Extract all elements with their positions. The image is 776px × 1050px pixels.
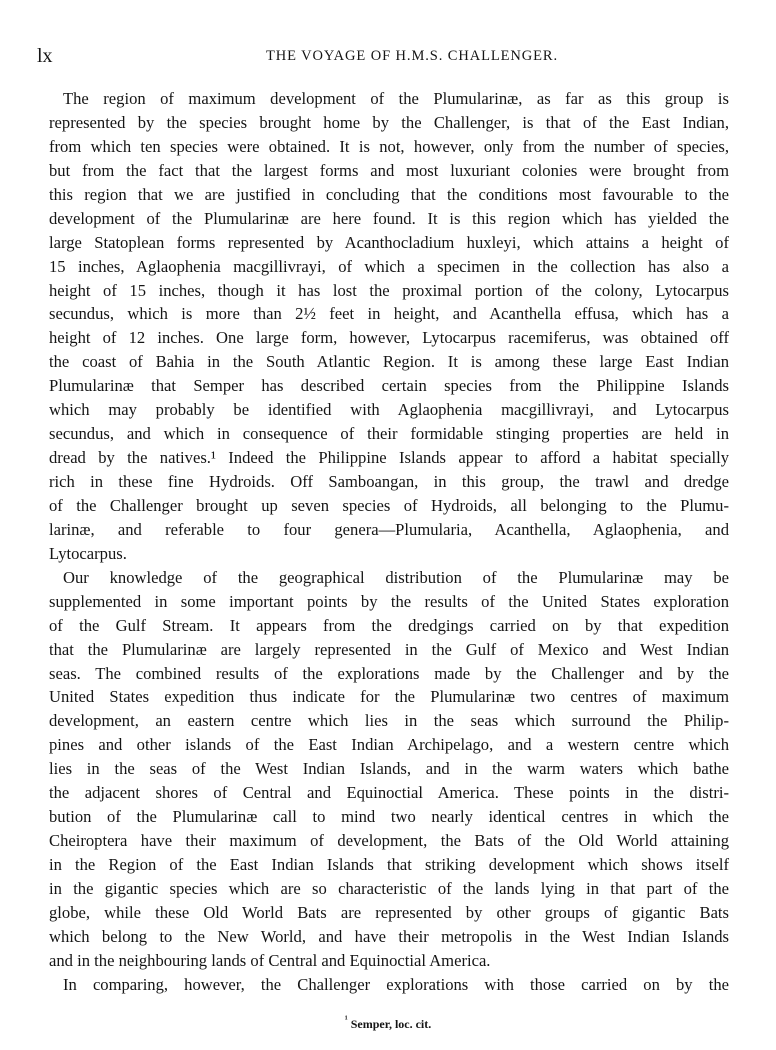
text-line: Plumularinæ that Semper has described certain species from the Philippine Islands xyxy=(49,376,729,396)
text-line: In comparing, however, the Challenger explorations with those carried on by the xyxy=(63,974,729,994)
text-line: development of the Plumularinæ are here found. It is this region which has yielded the xyxy=(49,208,729,228)
text-line: from which ten species were obtained. It is not, however, only from the number of species, xyxy=(49,136,729,156)
text-line: The region of maximum development of the Plumularinæ, as far as this group is xyxy=(63,89,729,108)
text-line: that the Plumularinæ are largely represented in the Gulf of Mexico and West Indian xyxy=(49,639,729,659)
text-line: Lytocarpus. xyxy=(49,543,127,563)
text-line: seas. The combined results of the explorations made by the Challenger and by the xyxy=(49,663,729,683)
footnote-marker: ¹ xyxy=(344,1014,348,1025)
text-line: and in the neighbouring lands of Central and Equinoctial America. xyxy=(49,950,491,970)
text-line: rich in these fine Hydroids. Off Samboangan, in this group, the trawl and dredge xyxy=(49,472,729,491)
footnote xyxy=(0,1016,776,1032)
text-line: dread by the natives.¹ Indeed the Philippine Islands appear to afford a habitat specially xyxy=(49,448,729,468)
body-text xyxy=(49,87,729,997)
text-line: represented by the species brought home by the Challenger, is that of the East Indian, xyxy=(49,112,729,132)
text-line: larinæ, and referable to four genera—Plumularia, Acanthella, Aglaophenia, and xyxy=(49,519,729,539)
page-number: lx xyxy=(37,45,53,67)
footnote-text: Semper, loc. cit. xyxy=(350,1017,432,1031)
text-line: of the Gulf Stream. It appears from the dredgings carried on by that expedition xyxy=(49,615,729,635)
text-line: large Statoplean forms represented by Acanthocladium huxleyi, which attains a height of xyxy=(49,232,729,252)
text-line: secundus, and which in consequence of their formidable stinging properties are held in xyxy=(49,424,729,444)
text-line: pines and other islands of the East Indian Archipelago, and a western centre which xyxy=(49,735,729,755)
text-line: development, an eastern centre which lies in the seas which surround the Philip- xyxy=(49,711,729,731)
text-line: supplemented in some important points by the results of the United States exploration xyxy=(49,591,729,611)
text-line: the adjacent shores of Central and Equinoctial America. These points in the distri- xyxy=(49,783,729,803)
text-line: globe, while these Old World Bats are represented by other groups of gigantic Bats xyxy=(49,902,729,922)
text-line: Our knowledge of the geographical distribution of the Plumularinæ may be xyxy=(63,567,729,587)
text-line: secundus, which is more than 2½ feet in height, and Acanthella effusa, which has a xyxy=(49,304,729,324)
page-header xyxy=(37,44,737,68)
text-line: but from the fact that the largest forms and most luxuriant colonies were brought from xyxy=(49,160,729,180)
text-line: Cheiroptera have their maximum of development, the Bats of the Old World attaining xyxy=(49,831,729,851)
text-line: this region that we are justified in concluding that the conditions most favourable to the xyxy=(49,184,729,204)
text-line: in the gigantic species which are so characteristic of the lands lying in that part of the xyxy=(49,878,729,898)
text-line: which may probably be identified with Aglaophenia macgillivrayi, and Lytocarpus xyxy=(49,400,729,420)
text-line: the coast of Bahia in the South Atlantic Region. It is among these large East Indian xyxy=(49,352,729,372)
text-line: height of 15 inches, though it has lost the proximal portion of the colony, Lytocarpus xyxy=(49,280,729,300)
text-line: of the Challenger brought up seven species of Hydroids, all belonging to the Plumu- xyxy=(49,495,729,515)
text-line: 15 inches, Aglaophenia macgillivrayi, of which a specimen in the collection has also a xyxy=(49,256,729,276)
running-title: THE VOYAGE OF H.M.S. CHALLENGER. xyxy=(266,48,558,64)
text-line: United States expedition thus indicate for the Plumularinæ two centres of maximum xyxy=(49,687,729,707)
text-line: height of 12 inches. One large form, however, Lytocarpus racemiferus, was obtained off xyxy=(49,328,729,348)
text-line: lies in the seas of the West Indian Islands, and in the warm waters which bathe xyxy=(49,759,729,779)
text-line: in the Region of the East Indian Islands that striking development which shows itself xyxy=(49,855,729,874)
text-line: bution of the Plumularinæ call to mind two nearly identical centres in which the xyxy=(49,807,729,827)
text-line: which belong to the New World, and have their metropolis in the West Indian Islands xyxy=(49,926,729,946)
